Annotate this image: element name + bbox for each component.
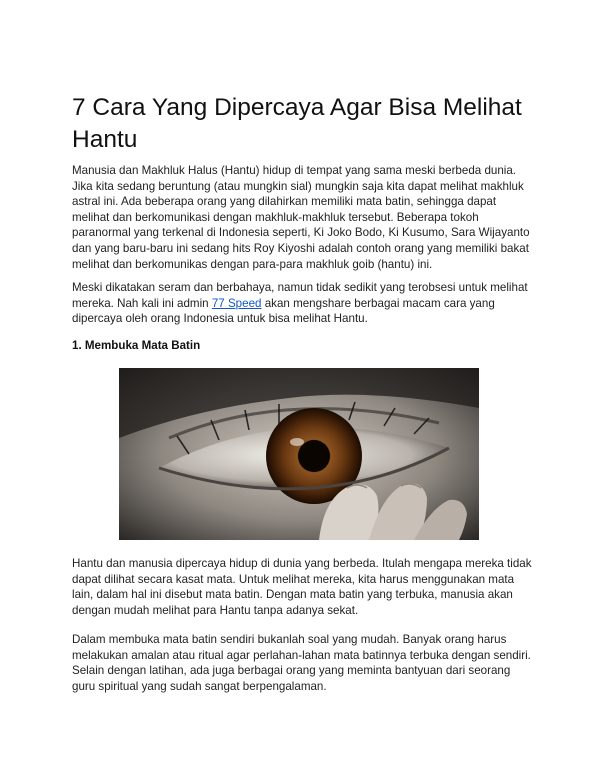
section1-paragraph-1: Hantu dan manusia dipercaya hidup di dunia yang berbeda. Itulah mengapa mereka tidak dapat dilihat secara kasat mata. Untuk melihat mereka, kita harus menggunakan mata lain, dalam hal ini disebut mata batin. Dengan mata batin yang terbuka, manusia akan dengan mudah melihat para Hantu tanpa adanya sekat. bbox=[72, 557, 532, 617]
section-heading: 1. Membuka Mata Batin bbox=[72, 339, 201, 352]
speed-link[interactable]: 77 Speed bbox=[211, 296, 262, 310]
paragraph-text: akan mengshare berbagai macam cara yang dipercaya oleh orang Indonesia untuk bisa melihat Hantu. bbox=[72, 296, 495, 326]
intro-paragraph-2 bbox=[72, 280, 536, 327]
intro-paragraph: Manusia dan Makhluk Halus (Hantu) hidup di tempat yang sama meski berbeda dunia. Jika kita sedang beruntung (atau mungkin sial) mungkin saja kita dapat melihat makhluk astral ini. Ada beberapa orang yang dilahirkan memiliki mata batin, sehingga dapat melihat dan berkomunikasi dengan makhluk-makhluk tersebut. Beberapa tokoh paranormal yang terkenal di Indonesia seperti, Ki Joko Bodo, Ki Kusumo, Sara Wijayanto dan yang baru-baru ini sedang hits Roy Kiyoshi adalah contoh orang yang memiliki bakat melihat dan berkomunikas dengan para-para makhluk goib (hantu) ini. bbox=[72, 164, 530, 271]
paragraph-text: Meski dikatakan seram dan berbahaya, namun tidak sedikit yang terobsesi untuk melihat mereka. Nah kali ini admin bbox=[72, 281, 528, 310]
section1-paragraph-2: Dalam membuka mata batin sendiri bukanlah soal yang mudah. Banyak orang harus melakukan amalan atau ritual agar perlahan-lahan mata batinnya terbuka dengan sendiri. Selain dengan latihan, ada juga berbagai orang yang meminta bantyuan dari seorang guru spiritual yang sudah sangat berpengalaman. bbox=[72, 633, 531, 693]
article-title: 7 Cara Yang Dipercaya Agar Bisa Melihat Hantu bbox=[72, 94, 522, 153]
eye-image bbox=[119, 368, 479, 540]
